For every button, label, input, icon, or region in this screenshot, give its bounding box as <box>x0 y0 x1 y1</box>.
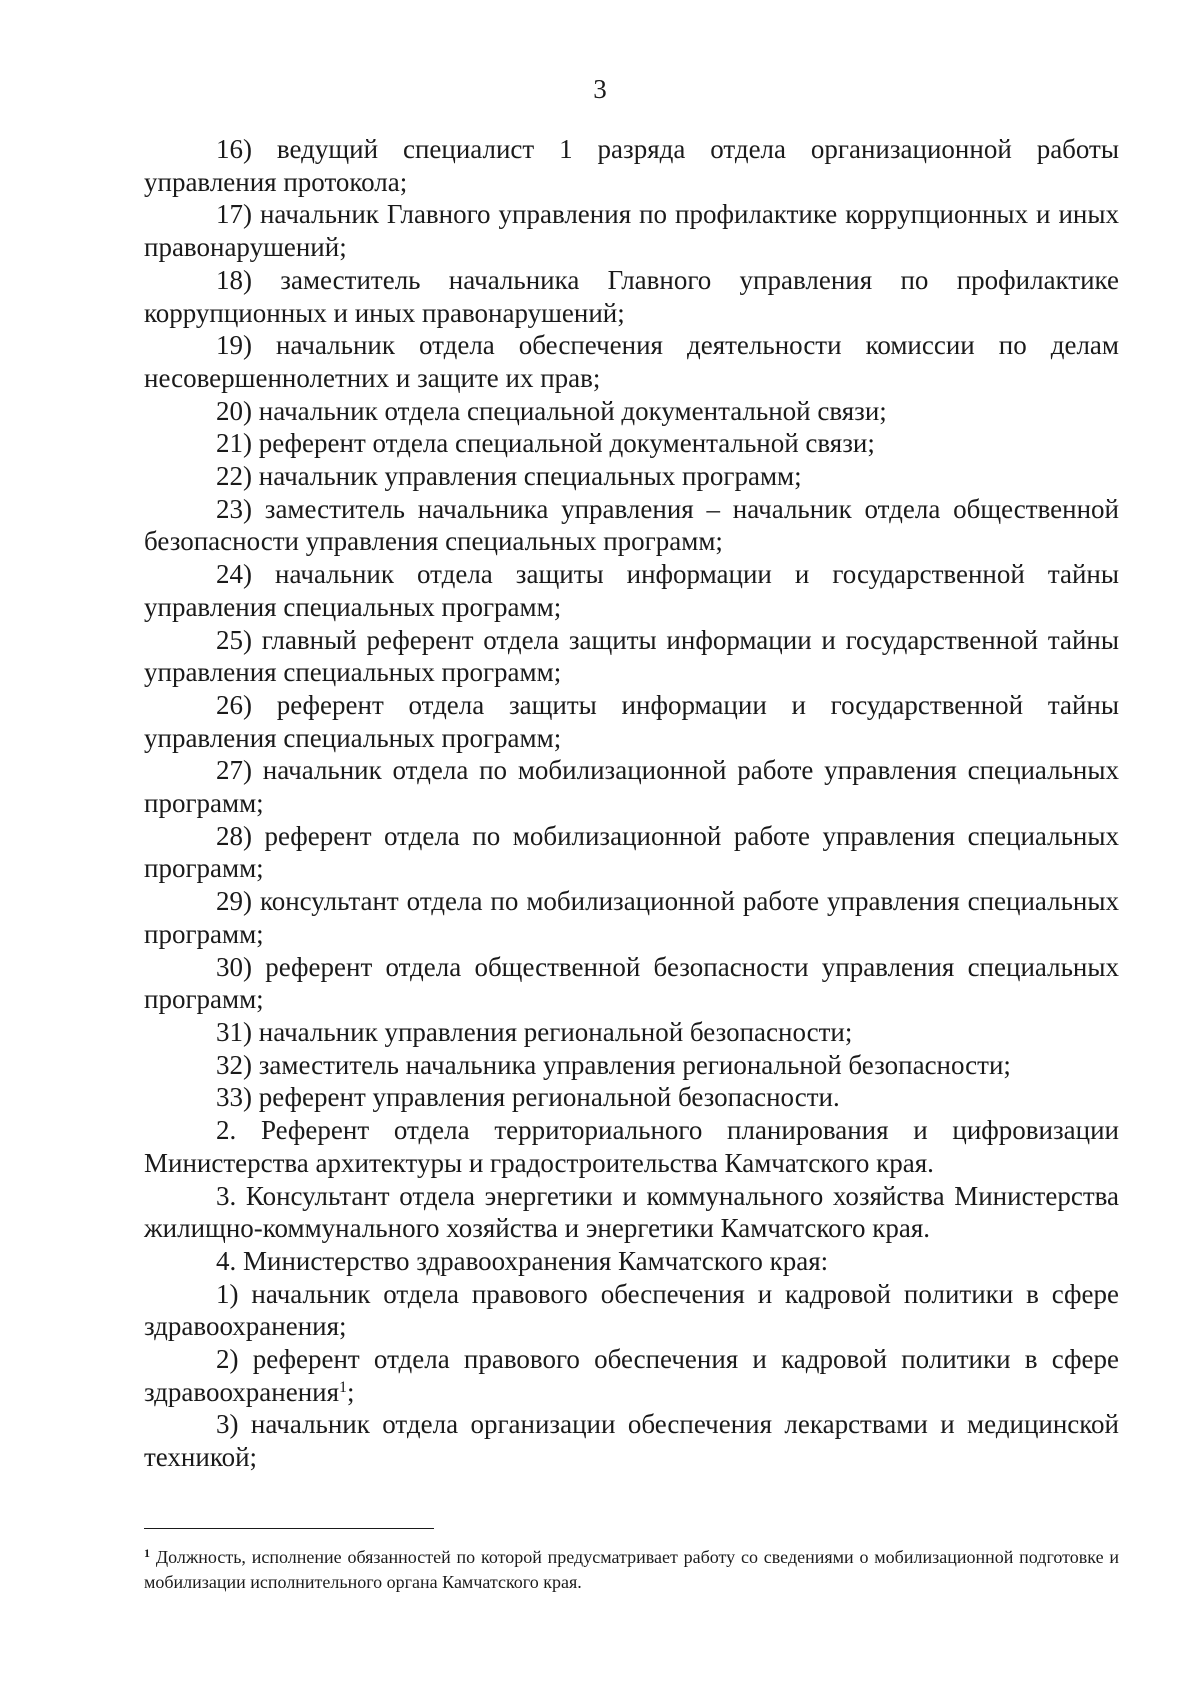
list-item: 29) консультант отдела по мобилизационной работе управления специальных программ; <box>144 886 1119 949</box>
list-item: 18) заместитель начальника Главного управления по профилактике коррупционных и иных правонарушений; <box>144 264 1119 328</box>
footnote-separator <box>144 1528 434 1529</box>
list-item: 1) начальник отдела правового обеспечения и кадровой политики в сфере здравоохранения; <box>144 1278 1119 1342</box>
list-item: 16) ведущий специалист 1 разряда отдела организационной работы управления протокола; <box>144 134 1119 197</box>
list-item: 23) заместитель начальника управления – начальник отдела общественной безопасности управления специальных программ; <box>144 493 1119 557</box>
document-body <box>144 133 1119 1474</box>
list-item: 20) начальник отдела специальной документальной связи; <box>216 395 887 426</box>
list-item: 21) референт отдела специальной документальной связи; <box>216 428 875 459</box>
list-item: 25) главный референт отдела защиты информации и государственной тайны управления специальных программ; <box>144 624 1119 688</box>
section-item: 2. Референт отдела территориального планирования и цифровизации Министерства архитектуры и градостроительства Камчатского края. <box>144 1115 1119 1178</box>
section-item: 3. Консультант отдела энергетики и коммунального хозяйства Министерства жилищно-коммунального хозяйства и энергетики Камчатского края. <box>144 1180 1119 1244</box>
footnote-reference[interactable]: 1 <box>339 1378 348 1396</box>
footnote-text: Должность, исполнение обязанностей по которой предусматривает работу со сведениями о мобилизационной подготовке и мобилизации исполнительного органа Камчатского края. <box>144 1547 1120 1592</box>
list-item: 26) референт отдела защиты информации и государственной тайны управления специальных программ; <box>144 689 1119 753</box>
list-item: 33) референт управления региональной безопасности. <box>216 1082 840 1113</box>
list-item: 24) начальник отдела защиты информации и государственной тайны управления специальных программ; <box>144 559 1119 622</box>
list-item: 3) начальник отдела организации обеспечения лекарствами и медицинской техникой; <box>144 1409 1119 1473</box>
page-number: 3 <box>593 74 607 104</box>
list-item-tail: ; <box>347 1376 355 1407</box>
footnote <box>144 1545 1119 1595</box>
footnote-mark: 1 <box>144 1546 150 1560</box>
list-item: 27) начальник отдела по мобилизационной работе управления специальных программ; <box>144 755 1119 819</box>
list-item: 32) заместитель начальника управления региональной безопасности; <box>216 1049 1011 1080</box>
list-item-with-footnote <box>144 1343 1119 1408</box>
list-item: 22) начальник управления специальных программ; <box>216 461 802 492</box>
list-item-text: 2) референт отдела правового обеспечения и кадровой политики в сфере здравоохранения <box>144 1344 1119 1407</box>
list-item: 19) начальник отдела обеспечения деятельности комиссии по делам несовершеннолетних и защите их прав; <box>144 330 1119 393</box>
list-item: 28) референт отдела по мобилизационной работе управления специальных программ; <box>144 820 1119 884</box>
list-item: 17) начальник Главного управления по профилактике коррупционных и иных правонарушений; <box>144 199 1119 263</box>
section-heading: 4. Министерство здравоохранения Камчатского края: <box>216 1245 829 1276</box>
list-item: 31) начальник управления региональной безопасности; <box>216 1016 853 1047</box>
list-item: 30) референт отдела общественной безопасности управления специальных программ; <box>144 951 1119 1015</box>
